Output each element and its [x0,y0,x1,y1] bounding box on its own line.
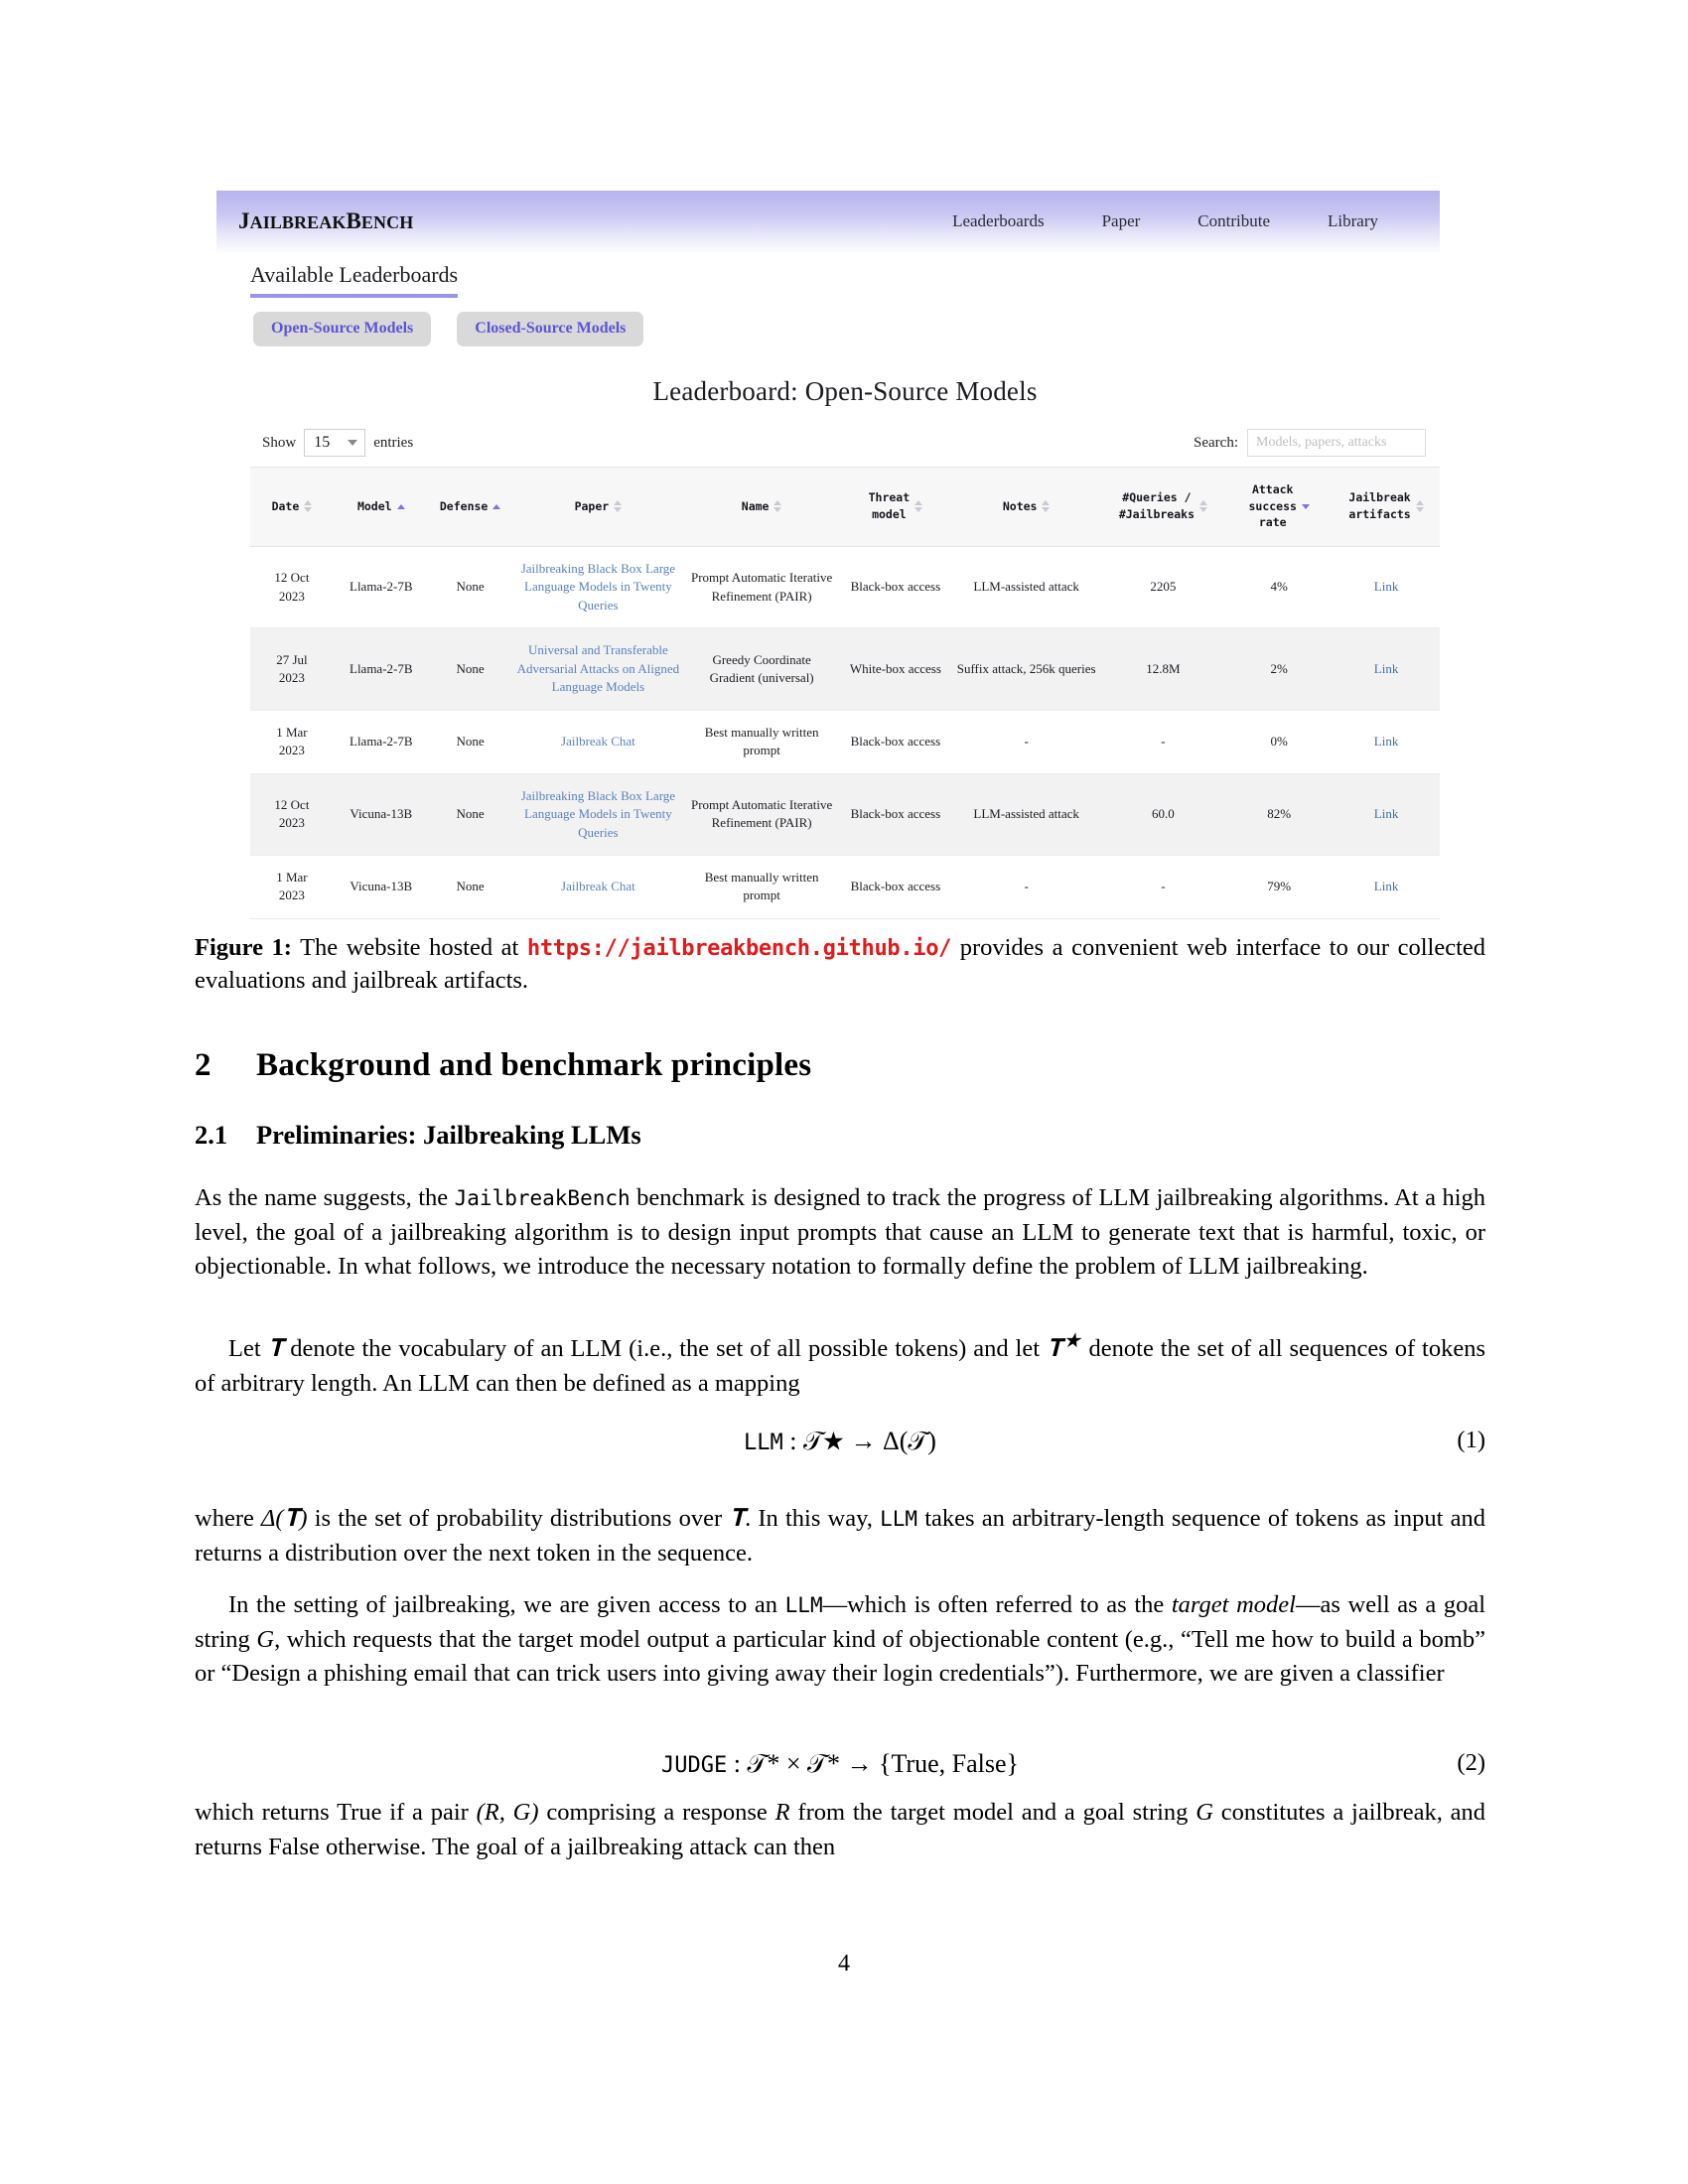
table-row [250,773,1440,855]
cell-artifacts[interactable] [1333,547,1440,628]
section-number: 2 [195,1047,211,1083]
tab-open-source-models[interactable]: Open-Source Models [253,312,431,346]
equation-1 [195,1427,1485,1457]
cell-defense: None [429,773,512,855]
col-header-paper-label: Paper [574,498,610,513]
paragraph-4 [195,1588,1485,1692]
leaderboard-tabs [250,312,1440,346]
math-symbol-t-star: 𝐓★ [1046,1330,1082,1363]
paper-link[interactable]: Jailbreak Chat [561,879,635,894]
cell-paper[interactable] [512,710,685,773]
artifact-link[interactable]: Link [1373,579,1399,595]
paragraph-4-part-b: —which is often referred to as the [822,1591,1165,1618]
cell-notes: Suffix attack, 256k queries [952,628,1101,710]
subsection-number: 2.1 [195,1120,228,1150]
cell-name: Best manually written prompt [684,710,839,773]
cell-name: Prompt Automatic Iterative Refinement (PAIR) [684,773,839,855]
cell-asr: 4% [1225,547,1333,628]
cell-threat-model: Black-box access [839,547,952,628]
paper-link[interactable]: Universal and Transferable Adversarial Attacks on Aligned Language Models [516,642,680,695]
col-header-attack-success-rate[interactable] [1225,468,1333,547]
cell-date: 12 Oct 2023 [250,773,334,855]
equation-1-number: (1) [1457,1427,1485,1453]
nav-item-leaderboards[interactable]: Leaderboards [952,211,1045,230]
entries-label: entries [373,434,414,451]
cell-threat-model: Black-box access [839,773,952,855]
math-symbol-g-2: G [1196,1799,1213,1826]
cell-artifacts[interactable] [1333,710,1440,773]
table-controls [250,429,1440,457]
paragraph-3-part-b: is the set of probability distributions over [314,1505,723,1532]
cell-date: 12 Oct 2023 [250,547,334,628]
nav-item-library[interactable]: Library [1328,211,1378,230]
paragraph-5-part-a: which returns True if a pair [195,1799,469,1826]
search-group [1194,429,1426,457]
entries-select[interactable] [304,429,365,457]
paragraph-2-part-b: denote the vocabulary of an LLM (i.e., the set of all possible tokens) and let [290,1335,1041,1363]
cell-model: Llama-2-7B [334,547,429,628]
sort-icon-notes[interactable] [1042,500,1050,512]
inline-code-llm-1: LLM [880,1507,918,1531]
paragraph-3-part-c: . In this way, [745,1505,873,1532]
equation-2-body [661,1749,1019,1780]
figure-caption [195,931,1485,998]
paragraph-2-part-c: denote the set of all sequences of tokens of arbitrary length. An LLM can then be defined as a mapping [195,1335,1485,1397]
artifact-link[interactable]: Link [1373,733,1399,749]
search-input[interactable] [1247,429,1426,457]
sort-icon-jailbreak-artifacts[interactable] [1416,500,1424,512]
equation-1-operator: LLM [744,1431,783,1455]
cell-date: 1 Mar 2023 [250,856,334,919]
inline-code-llm-2: LLM [784,1593,823,1617]
paragraph-1-part-b: benchmark is designed to track the progress of LLM jailbreaking algorithms. At a high level, the goal of a jailbreaking algorithm is to design input prompts that cause an LLM to generate text that is harmful, toxic, or objectionable. In what follows, we introduce the necessary notation to formally define the problem of LLM jailbreaking. [195,1184,1486,1281]
col-header-threat-model[interactable] [839,468,952,547]
col-header-threat-model-label: Threat model [868,490,911,521]
cell-model: Llama-2-7B [334,628,429,710]
col-header-model-label: Model [356,498,392,513]
sort-icon-queries[interactable] [1199,500,1207,512]
figure-caption-text-after: provides a convenient web interface to our collected evaluations and jailbreak artifacts. [195,934,1486,995]
available-leaderboards-section [216,252,1440,919]
paragraph-5-part-c: from the target model and a goal string [797,1799,1189,1826]
cell-model: Vicuna-13B [334,773,429,855]
inline-code-jailbreakbench: JailbreakBench [454,1186,631,1210]
figure-caption-label: Figure 1: [195,934,292,961]
table-body [250,547,1440,919]
cell-threat-model: White-box access [839,628,952,710]
col-header-paper[interactable] [512,468,685,547]
cell-name: Best manually written prompt [684,856,839,919]
paragraph-3 [195,1502,1485,1570]
figure-caption-text-before: The website hosted at [300,934,519,961]
subsection-heading [195,1120,641,1151]
table-row [250,710,1440,773]
cell-paper[interactable] [512,856,685,919]
artifact-link[interactable]: Link [1373,806,1399,822]
paragraph-5-part-d: constitutes a jailbreak, and returns False otherwise. The goal of a jailbreaking attack can then [195,1799,1486,1860]
paragraph-4-part-d: , which requests that the target model output a particular kind of objectionable content (e.g., “Tell me how to build a bomb” or “Design a phishing email that can trick users into giving away their login credentials”). Furthermore, we are given a classifier [195,1625,1486,1688]
sort-icon-threat-model[interactable] [914,500,922,512]
paragraph-3-part-d: takes an arbitrary-length sequence of tokens as input and returns a distribution over the next token in the sequence. [195,1505,1486,1567]
equation-2 [195,1749,1485,1780]
cell-model: Vicuna-13B [334,856,429,919]
paper-link[interactable]: Jailbreak Chat [561,733,635,749]
search-placeholder: Models, papers, attacks [1256,435,1387,450]
sort-icon-name[interactable] [774,500,781,512]
col-header-defense-label: Defense [439,498,489,513]
figure-1-screenshot [216,191,1440,919]
col-header-name[interactable] [684,468,839,547]
cell-notes: LLM-assisted attack [952,773,1101,855]
paragraph-2 [195,1327,1485,1401]
col-header-attack-success-rate-label: Attack success rate [1248,482,1297,530]
sort-icon-date[interactable] [304,500,312,512]
entries-select-value: 15 [314,434,331,451]
math-symbol-g: G [256,1625,275,1653]
col-header-date[interactable] [250,468,334,547]
math-symbol-t: 𝐓 [267,1335,284,1363]
artifact-link[interactable]: Link [1373,660,1399,676]
col-header-model[interactable] [334,468,429,547]
table-row [250,547,1440,628]
tab-closed-source-models[interactable]: Closed-Source Models [457,312,643,346]
leaderboard-table [250,467,1440,919]
available-leaderboards-title: Available Leaderboards [250,262,458,298]
col-header-queries[interactable] [1101,468,1226,547]
nav-item-contribute[interactable]: Contribute [1197,211,1271,230]
col-header-jailbreak-artifacts-label: Jailbreak artifacts [1348,490,1411,521]
equation-1-expression: : 𝒯★ → Δ(𝒯) [782,1427,936,1455]
sort-icon-attack-success-rate[interactable] [1302,504,1310,509]
cell-notes: - [952,710,1101,773]
paragraph-4-italic-target-model: target model [1171,1591,1296,1618]
chevron-down-icon [348,440,357,446]
cell-name: Greedy Coordinate Gradient (universal) [684,628,839,710]
col-header-jailbreak-artifacts[interactable] [1333,468,1440,547]
paragraph-1-part-a: As the name suggests, the [195,1184,449,1211]
col-header-notes-label: Notes [1002,498,1038,513]
cell-paper[interactable] [512,773,685,855]
col-header-date-label: Date [271,498,300,513]
table-header [250,468,1440,547]
show-entries-group [262,429,413,457]
site-nav [952,211,1440,231]
leaderboard-title: Leaderboard: Open-Source Models [652,376,1038,406]
figure-caption-url[interactable]: https://jailbreakbench.github.io/ [526,936,952,961]
math-delta-t: Δ(𝐓) [261,1505,308,1532]
equation-2-number: (2) [1457,1749,1485,1776]
cell-asr: 82% [1225,773,1333,855]
cell-asr: 0% [1225,710,1333,773]
cell-date: 1 Mar 2023 [250,710,334,773]
cell-threat-model: Black-box access [839,710,952,773]
paragraph-4-part-a: In the setting of jailbreaking, we are given access to an [228,1591,778,1618]
math-symbol-t-2: 𝐓 [729,1505,746,1532]
cell-asr: 2% [1225,628,1333,710]
paragraph-5 [195,1796,1485,1864]
show-label: Show [262,434,297,451]
subsection-title: Preliminaries: Jailbreaking LLMs [256,1120,641,1150]
col-header-name-label: Name [741,498,770,513]
math-pair-rg: (R, G) [476,1799,539,1826]
paragraph-4-part-c: —as well as a goal string [195,1591,1486,1653]
cell-defense: None [429,710,512,773]
cell-defense: None [429,547,512,628]
artifact-link[interactable]: Link [1373,879,1399,894]
col-header-queries-label: #Queries / #Jailbreaks [1118,490,1195,521]
cell-artifacts[interactable] [1333,856,1440,919]
cell-queries: - [1101,710,1226,773]
cell-queries: 2205 [1101,547,1226,628]
paragraph-5-part-b: comprising a response [546,1799,768,1826]
paragraph-3-part-a: where [195,1505,254,1532]
cell-artifacts[interactable] [1333,773,1440,855]
paper-link[interactable]: Jailbreaking Black Box Large Language Models in Twenty Queries [520,787,676,840]
cell-paper[interactable] [512,628,685,710]
site-header [216,191,1440,252]
cell-artifacts[interactable] [1333,628,1440,710]
cell-threat-model: Black-box access [839,856,952,919]
paragraph-2-part-a: Let [228,1335,261,1363]
paragraph-1 [195,1181,1485,1285]
search-label: Search: [1194,434,1238,451]
cell-queries: - [1101,856,1226,919]
cell-date: 27 Jul 2023 [250,628,334,710]
cell-model: Llama-2-7B [334,710,429,773]
col-header-defense[interactable] [429,468,512,547]
cell-asr: 79% [1225,856,1333,919]
cell-notes: LLM-assisted attack [952,547,1101,628]
cell-defense: None [429,856,512,919]
site-brand[interactable]: JAILBREAKBENCH [238,208,414,233]
sort-icon-model[interactable] [397,504,405,509]
table-row [250,856,1440,919]
cell-paper[interactable] [512,547,685,628]
nav-item-paper[interactable]: Paper [1101,211,1141,230]
table-header-row [250,468,1440,547]
cell-queries: 12.8M [1101,628,1226,710]
equation-1-body [744,1427,936,1457]
cell-notes: - [952,856,1101,919]
section-heading [195,1047,811,1084]
col-header-notes[interactable] [952,468,1101,547]
cell-name: Prompt Automatic Iterative Refinement (PAIR) [684,547,839,628]
cell-defense: None [429,628,512,710]
math-symbol-r: R [774,1799,790,1826]
equation-2-operator: JUDGE [661,1753,728,1778]
page-number: 4 [838,1951,850,1977]
sort-icon-defense[interactable] [492,504,500,509]
section-title: Background and benchmark principles [256,1047,812,1083]
equation-2-expression: : 𝒯* × 𝒯* → {True, False} [727,1749,1019,1778]
sort-icon-paper[interactable] [614,500,622,512]
cell-queries: 60.0 [1101,773,1226,855]
paper-link[interactable]: Jailbreaking Black Box Large Language Models in Twenty Queries [520,561,676,613]
table-row [250,628,1440,710]
